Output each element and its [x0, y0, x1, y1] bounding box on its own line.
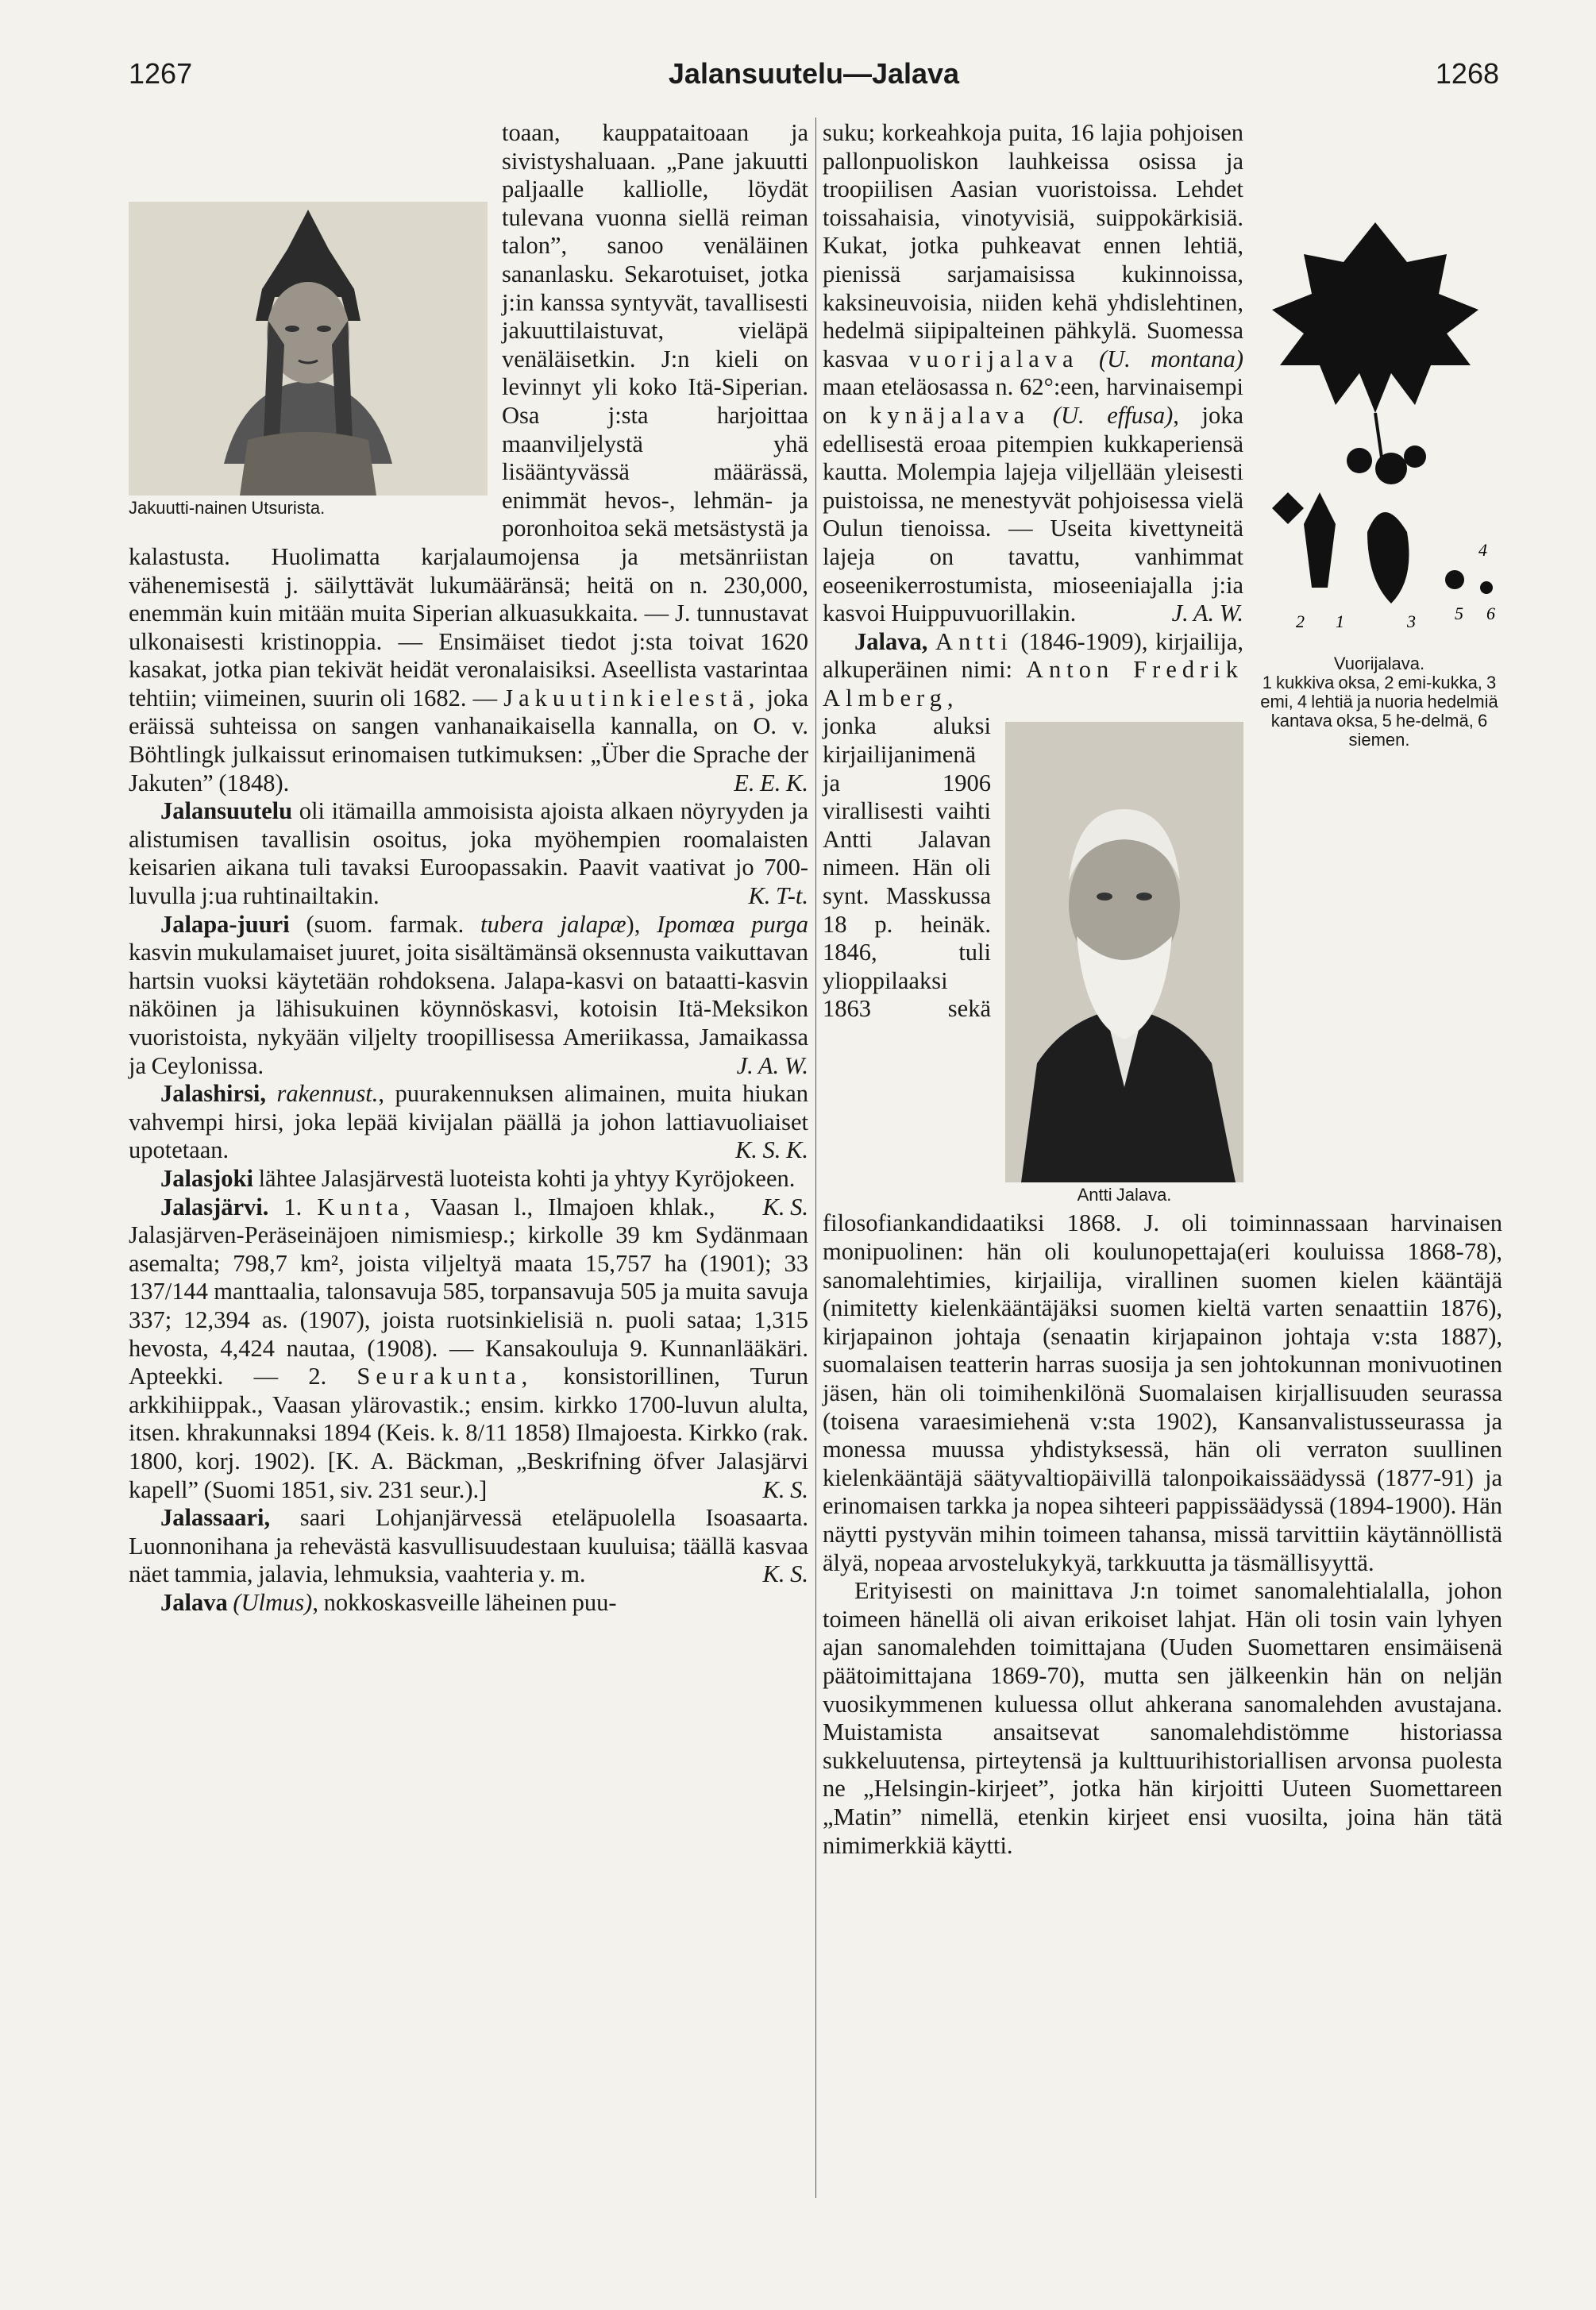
svg-text:1: 1	[1336, 611, 1344, 631]
entry-jalassaari: Jalassaari, saari Lohjanjärvessä eteläpuolella Isoasaarta. Luonnonihana ja rehevästä kasvullisuudestaan kuuluisa; täällä kasvaa näet tammia, jalavia, lehmuksia, vaahteria y. m. K. S.	[129, 1504, 809, 1588]
elm-caption-body: 1 kukkiva oksa, 2 emi-kukka, 3 emi, 4 lehtiä ja nuoria hedelmiä kantava oksa, 5 he-delmä, 6 siemen.	[1260, 673, 1498, 750]
column-divider	[815, 118, 816, 2198]
jakut-woman-figure	[129, 202, 488, 518]
svg-text:6: 6	[1486, 604, 1495, 623]
jakut-caption: Jakuutti-nainen Utsurista.	[129, 498, 326, 518]
entry-jalashirsi: Jalashirsi, rakennust., puurakennuksen alimainen, muita hiukan vahvempi hirsi, joka lepää kivijalan päällä ja johon lattiavuoliaiset upotetaan. K. S. K.	[129, 1080, 808, 1164]
entry-jalapa-juuri: Jalapa-juuri (suom. farmak. tubera jalapæ), Ipomœa purga kasvin mukulamaiset juuret, joita sisältämänsä oksennusta vaikuttavan hartsin vuoksi käytetään rohdoksena. Jalapa-kasvi on bataatti-kasvin näköinen ja lähisukuinen köynnöskasvi, kotoisin Itä-Meksikon vuoristoista, nykyään viljelty troopillisessa Ameriikassa, Jamaikassa ja Ceylonissa. J. A. W.	[129, 910, 809, 1079]
page-number-right: 1268	[1435, 57, 1499, 90]
svg-text:5: 5	[1455, 604, 1463, 623]
entry-jalasjoki: Jalasjoki lähtee Jalasjärvestä luoteista kohti ja yhtyy Kyröjokeen. K. S.	[160, 1164, 808, 1221]
jakut-woman-portrait-icon	[129, 202, 488, 496]
entry-jalasjarvi: Jalasjärvi. 1. Kunta, Vaasan l., Ilmajoen khlak., Jalasjärven-Peräseinäjoen nimismiesp.; kirkolle 39 km Sydänmaan asemalta; 798,7 km², joista viljeltyä maata 15,757 ha (1901); 33 137/144 manttaalia, talonsavuja 585, torpansavuja 505 ja muita savuja 337; 12,394 as. (1907), joista ruotsinkielisiä n. puoli sataa; 1,315 hevosta, 4,424 nautaa, (1908). — Kansakouluja 9. Kunnanlääkäri. Apteekki. — 2. Seurakunta, konsistorillinen, Turun arkkihiippak., Vaasan ylärovastik.; ensim. kirkko 1700-luvun alulta, itsen. khrakunnaksi 1894 (Keis. k. 8/11 1858) Ilmajoesta. Kirkko (rak. 1800, korj. 1902). [K. A. Bäckman, „Beskrifning öfver Jalasjärvi kapell” (Suomi 1851, siv. 231 seur.).] K. S.	[129, 1193, 808, 1503]
antti-jalava-figure	[1005, 722, 1243, 1205]
page-number-left: 1267	[129, 57, 193, 90]
elm-caption	[1256, 654, 1502, 750]
antti-jalava-portrait-icon	[1005, 722, 1243, 1182]
right-column: 2 1 3 5 6 4 Vuorijalava. 1 kukkiva oksa, 2 emi-kukka, 3 emi, 4 lehtiä ja nuoria hedelmiä kantava oksa, 5 he-delmä, 6 siemen. suku; korkeahkoja puita, 16 lajia pohjoisen pallonpuoliskon lauhkeissa osissa ja troopiilisen Aasian vuoristoissa. Lehdet toissahaisia, vinotyvisiä, suippokärkisiä. Kukat, jotka puhkeavat ennen lehtiä, pienissä sarjamaisissa kukinnoissa, kaksineuvoisia, niiden kehä yhdislehtinen, hedelmä siipipalteinen pähkylä. Suomessa kasvaa vuorijalava (U. montana) maan eteläosassa n. 62°:een, harvinaisempi on kynäjalava (U. effusa), joka edellisestä eroaa pitempien kukkaperiensä kautta. Molempia lajeja viljellään yleisesti puistoissa, ne menestyvät pohjoisessa vielä Oulun tienoissa. — Useita kivettyneitä lajeja on tavattu, vanhimmat eoseenikerrostumista, mioseeniajalla j:ia kasvoi Huippuvuorillakin. J. A. W. Jalava, Antti (1846-1909), kirjailija, alkuperäinen nimi: Anton Fredrik Almberg, Antti Jalava. jonka aluksi kirjailijanimenä ja 1906 virallisesti vaihti Antti Jalavan nimeen. Hän oli synt. Masskussa 18 p. heinäk. 1846, tuli ylioppilaaksi 1863 sekä filosofiankandidaatiksi 1868. J. oli toiminnassaan harvinaisen monipuolinen: hän oli koulunopettaja(eri kouluissa 1868-78), sanomalehtimies, kirjailija, virallinen suomen kielen kääntäjä (nimitetty kielenkääntäjäksi suomen kieltä varten senaattiin 1876), kirjapainon johtaja (senaatin kirjapainon johtaja v:sta 1887), suomalaisen teatterin harras suosija ja sen johtokunnan monivuotinen jäsen, hän oli toimihenkilönä Suomalaisen kirjallisuuden seurassa (toisena varaesimiehenä v:sta 1902), Kansanvalistusseurassa ja monessa muussa yhdistyksessä, hän oli verraton suullinen kielenkääntäjä säätyvaltiopäivillä talonpoikaissäädyssä (1877-91) ja erinomaisen tarkka ja nopea sihteeri pappissäädyssä (1894-1900). Hän näytti pystyvän mihin toimeen tahansa, missä tarvittiin käytännöllistä älyä, nopeaa arvostelukykyä, tarkkuutta ja täsmällisyyttä. Erityisesti on mainittava J:n toimet sanomalehtialalla, johon toimeen hänellä oli aivan erikoiset lahjat. Hän oli tosin vain lyhyen ajan sanomalehden toimittajana (Uuden Suomettaren ensimäisenä päätoimittajana 1869-70), mutta sen jälkeenkin hän on neljän vuosikymmenen kuluessa ollut ahkerana sanomalehden avustajana. Muistamista ansaitsevat sanomalehdistömme historiassa sukkeluutensa, pirteytensä ja kulttuurihistoriallisen arvonsa puolesta ne „Helsingin-kirjeet”, jotka hän kirjoitti Uuteen Suomettareen „Matin” nimellä, etenkin kirjeet ensi vuosilta, joina hän tätä nimimerkkiä käytti.	[823, 119, 1502, 1859]
portrait-caption: Antti Jalava.	[1077, 1185, 1172, 1205]
svg-text:3: 3	[1407, 611, 1416, 631]
svg-text:2: 2	[1296, 611, 1305, 631]
entry-jalava-antti-2: Erityisesti on mainittava J:n toimet sanomalehtialalla, johon toimeen hänellä oli aivan erikoiset lahjat. Hän oli tosin vain lyhyen ajan sanomalehden toimittajana (Uuden Suomettaren ensimäisenä päätoimittajana 1869-70), mutta sen jälkeenkin hän on neljän vuosikymmenen kuluessa ollut ahkerana sanomalehden avustajana. Muistamista ansaitsevat sanomalehdistömme historiassa sukkeluutensa, pirteytensä ja kulttuurihistoriallisen arvonsa puolesta ne „Helsingin-kirjeet”, jotka hän kirjoitti Uuteen Suomettareen „Matin” nimellä, etenkin kirjeet ensi vuosilta, joina hän tätä nimimerkkiä käytti.	[823, 1577, 1502, 1859]
page-header	[129, 57, 1499, 92]
svg-text:4: 4	[1478, 540, 1487, 560]
entry-jakuutit-cont: toaan, kauppataitoaan ja sivistyshaluaan. „Pane jakuutti paljaalle kalliolle, löydät tulevana vuonna siellä reiman talon”, sanoo venäläinen sananlasku. Sekarotuiset, jotka j:in kanssa syntyvät, tavallisesti jakuuttilaistuvat, vieläpä venäläisetkin. J:n kieli on levinnyt yli koko Itä-Siperian. Osa j:sta harjoittaa maanviljelystä yhä lisääntyvässä määrässä, enimmät hevos-, lehmän- ja poronhoitoa sekä metsästystä ja kalastusta. Huolimatta karjalaumojensa ja metsänriistan vähenemisestä j. säilyttävät lukumääränsä; heitä on n. 230,000, enemmän kuin mitään muita Siperian alkuasukkaita. — J. tunnustavat ulkonaisesti kristinoppia. — Ensimäiset tiedot j:sta toivat 1620 kasakat, jotka pian tekivät heidät veronalaisiksi. Aseellista vastarintaa tehtiin; viimeinen, suurin oli 1682. — Jakuutinkielestä, joka eräissä suhteissa on sangen vanhanaikaisella kannalla, on O. v. Böhtlingk julkaissut erinomaisen tutkimuksen: „Über die Sprache der Jakuten” (1848). E. E. K.	[129, 119, 808, 796]
entry-jalava-cont: suku; korkeahkoja puita, 16 lajia pohjoisen pallonpuoliskon lauhkeissa osissa ja troopiilisen Aasian vuoristoissa. Lehdet toissahaisia, vinotyvisiä, suippokärkisiä. Kukat, jotka puhkeavat ennen lehtiä, pienissä sarjamaisissa kukinnoissa, kaksineuvoisia, niiden kehä yhdislehtinen, hedelmä siipipalteinen pähkylä. Suomessa kasvaa vuorijalava (U. montana) maan eteläosassa n. 62°:een, harvinaisempi on kynäjalava (U. effusa), joka edellisestä eroaa pitempien kukkaperiensä kautta. Molempia lajeja viljellään yleisesti puistoissa, ne menestyvät pohjoisessa vielä Oulun tienoissa. — Useita kivettyneitä lajeja on tavattu, vanhimmat eoseenikerrostumista, mioseeniajalla j:ia kasvoi Huippuvuorillakin. J. A. W.	[823, 119, 1244, 627]
page-title: Jalansuutelu—Jalava	[668, 57, 960, 90]
elm-branch-illustration-icon	[1256, 206, 1502, 651]
elm-caption-title: Vuorijalava.	[1333, 654, 1425, 673]
entry-jalansuutelu: Jalansuutelu oli itämailla ammoisista ajoista alkaen nöyryyden ja alistumisen tavallisin osoitus, joka myöhempien roomalaisten keisarien aikana tuli tavaksi Euroopassakin. Paavit vaativat jo 700-luvulla j:ua ruhtinailtakin. K. T-t.	[129, 797, 808, 910]
elm-figure	[1256, 206, 1502, 750]
entry-jalava: Jalava (Ulmus), nokkoskasveille läheinen puu-	[160, 1588, 617, 1616]
left-column	[129, 119, 808, 1617]
entry-jalava-antti: Jalava, Antti (1846-1909), kirjailija, alkuperäinen nimi: Anton Fredrik Almberg,	[823, 627, 1244, 712]
